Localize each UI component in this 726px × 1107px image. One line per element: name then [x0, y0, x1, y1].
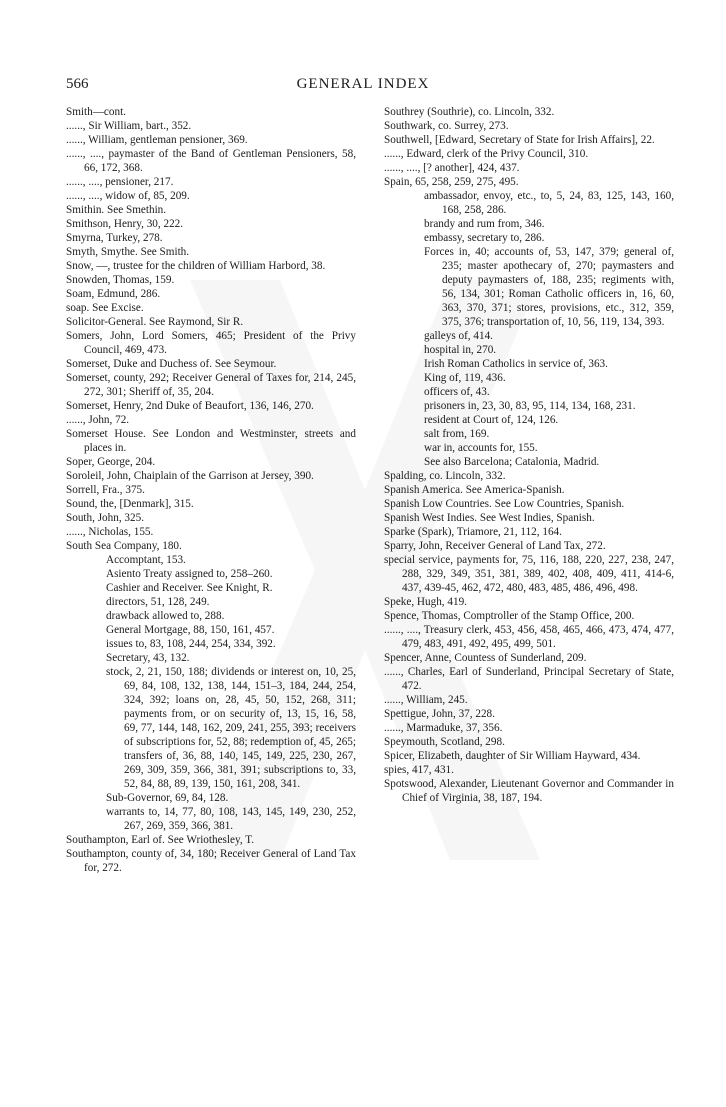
- index-entry: soap. See Excise.: [66, 302, 144, 314]
- index-subentry: hospital in, 270.: [424, 344, 497, 356]
- page-title: GENERAL INDEX: [296, 76, 430, 92]
- index-entry: ......, Marmaduke, 37, 356.: [384, 722, 503, 734]
- index-entry: Somerset, Henry, 2nd Duke of Beaufort, 136, 146, 270.: [66, 400, 314, 412]
- index-entry: Southrey (Southrie), co. Lincoln, 332.: [384, 106, 555, 118]
- index-entry: ......, Sir William, bart., 352.: [66, 120, 192, 132]
- index-entry: Solicitor-General. See Raymond, Sir R.: [66, 316, 244, 328]
- index-entry: Soper, George, 204.: [66, 456, 156, 468]
- index-entry: Spence, Thomas, Comptroller of the Stamp Office, 200.: [384, 610, 635, 622]
- index-entry: special service, payments for, 75, 116, 188, 220, 227, 238, 247, 288, 329, 349, 351, 381, 389, 402, 408, 409, 411, 414-6, 437, 439-45, 462, 472, 480, 483, 485, 486, 496, 498.: [384, 554, 674, 594]
- index-entry: Southampton, county of, 34, 180; Receiver General of Land Tax for, 272.: [66, 848, 356, 874]
- index-entry: Speymouth, Scotland, 298.: [384, 736, 505, 748]
- index-entry: Spanish Low Countries. See Low Countries, Spanish.: [384, 498, 625, 510]
- index-entry: Somers, John, Lord Somers, 465; President of the Privy Council, 469, 473.: [66, 330, 356, 356]
- index-subentry: Secretary, 43, 132.: [106, 652, 190, 664]
- index-subentry: Sub-Governor, 69, 84, 128.: [106, 792, 229, 804]
- index-column-left: [66, 105, 356, 875]
- index-entry: Southwell, [Edward, Secretary of State for Irish Affairs], 22.: [384, 134, 655, 146]
- index-subentry: prisoners in, 23, 30, 83, 95, 114, 134, 168, 231.: [424, 400, 636, 412]
- index-entry: Snow, —, trustee for the children of William Harbord, 38.: [66, 260, 326, 272]
- index-entry: Sorrell, Fra., 375.: [66, 484, 145, 496]
- index-subentry: galleys of, 414.: [424, 330, 493, 342]
- index-subentry: General Mortgage, 88, 150, 161, 457.: [106, 624, 275, 636]
- index-subentry: stock, 2, 21, 150, 188; dividends or interest on, 10, 25, 69, 84, 108, 132, 138, 144, 151–3, 184, 244, 254, 324, 392; loans on, 28, 45, 50, 152, 268, 311; payments from, or on security of, 13, 15, 16, 58, 69, 77, 144, 148, 162, 209, 241, 255, 393; receivers of subscriptions for, 52, 88; redemption of, 45, 265; transfers of, 36, 88, 140, 145, 149, 225, 230, 267, 269, 309, 359, 366, 381, 391; subscriptions to, 33, 52, 84, 88, 89, 139, 150, 161, 208, 341.: [106, 666, 356, 790]
- index-entry: Sound, the, [Denmark], 315.: [66, 498, 194, 510]
- index-entry: Southampton, Earl of. See Wriothesley, T.: [66, 834, 255, 846]
- index-subentry: Asiento Treaty assigned to, 258–260.: [106, 568, 273, 580]
- index-subentry: Accomptant, 153.: [106, 554, 186, 566]
- index-column-right: [384, 105, 674, 805]
- index-subentry: brandy and rum from, 346.: [424, 218, 545, 230]
- index-entry: ......, ...., Treasury clerk, 453, 456, 458, 465, 466, 473, 474, 477, 479, 483, 491, 492, 495, 499, 501.: [384, 624, 674, 650]
- index-entry: ......, ...., pensioner, 217.: [66, 176, 174, 188]
- index-entry: Soam, Edmund, 286.: [66, 288, 161, 300]
- index-entry: spies, 417, 431.: [384, 764, 454, 776]
- index-entry: Spalding, co. Lincoln, 332.: [384, 470, 506, 482]
- index-subentry: salt from, 169.: [424, 428, 490, 440]
- index-entry: Spicer, Elizabeth, daughter of Sir William Hayward, 434.: [384, 750, 641, 762]
- index-entry: Southwark, co. Surrey, 273.: [384, 120, 509, 132]
- index-entry: South Sea Company, 180.: [66, 540, 182, 552]
- index-subentry: officers of, 43.: [424, 386, 490, 398]
- index-entry: ......, ...., paymaster of the Band of Gentleman Pensioners, 58, 66, 172, 368.: [66, 148, 356, 174]
- index-subentry: ambassador, envoy, etc., to, 5, 24, 83, 125, 143, 160, 168, 258, 286.: [424, 190, 674, 216]
- index-entry: Somerset, county, 292; Receiver General of Taxes for, 214, 245, 272, 301; Sheriff of, 35, 204.: [66, 372, 356, 398]
- index-entry: Somerset, Duke and Duchess of. See Seymour.: [66, 358, 277, 370]
- index-subentry: Forces in, 40; accounts of, 53, 147, 379; general of, 235; master apothecary of, 270; paymasters and deputy paymasters of, 188, 235; regiments with, 56, 134, 301; Roman Catholic officers in, 16, 60, 363, 370, 371; stores, provisions, etc., 312, 359, 375, 376; transportation of, 10, 56, 119, 134, 393.: [424, 246, 674, 328]
- index-subentry: embassy, secretary to, 286.: [424, 232, 545, 244]
- index-subentry: war in, accounts for, 155.: [424, 442, 538, 454]
- index-entry: Sparry, John, Receiver General of Land Tax, 272.: [384, 540, 606, 552]
- index-subentry: drawback allowed to, 288.: [106, 610, 225, 622]
- index-entry: Spencer, Anne, Countess of Sunderland, 209.: [384, 652, 587, 664]
- index-subentry: directors, 51, 128, 249.: [106, 596, 210, 608]
- index-entry: ......, ...., widow of, 85, 209.: [66, 190, 190, 202]
- index-entry: ......, William, gentleman pensioner, 369.: [66, 134, 248, 146]
- index-entry: Spettigue, John, 37, 228.: [384, 708, 495, 720]
- index-entry: Sparke (Spark), Triamore, 21, 112, 164.: [384, 526, 562, 538]
- index-entry: ......, ...., [? another], 424, 437.: [384, 162, 520, 174]
- index-entry: Smyrna, Turkey, 278.: [66, 232, 163, 244]
- index-entry: ......, John, 72.: [66, 414, 130, 426]
- index-entry: Spanish America. See America-Spanish.: [384, 484, 565, 496]
- page-number: 566: [66, 76, 89, 92]
- index-entry: ......, Edward, clerk of the Privy Council, 310.: [384, 148, 589, 160]
- index-subentry: resident at Court of, 124, 126.: [424, 414, 559, 426]
- index-entry: Soroleil, John, Chaiplain of the Garrison at Jersey, 390.: [66, 470, 314, 482]
- index-entry: Spotswood, Alexander, Lieutenant Governor and Commander in Chief of Virginia, 38, 187, 194.: [384, 778, 674, 804]
- index-entry: ......, Charles, Earl of Sunderland, Principal Secretary of State, 472.: [384, 666, 674, 692]
- index-entry: Spain, 65, 258, 259, 275, 495.: [384, 176, 519, 188]
- index-entry: Smyth, Smythe. See Smith.: [66, 246, 190, 258]
- index-entry: Smithson, Henry, 30, 222.: [66, 218, 184, 230]
- index-entry: South, John, 325.: [66, 512, 145, 524]
- index-subentry: See also Barcelona; Catalonia, Madrid.: [424, 456, 600, 468]
- index-entry: Smithin. See Smethin.: [66, 204, 167, 216]
- index-subentry: issues to, 83, 108, 244, 254, 334, 392.: [106, 638, 276, 650]
- index-entry: Somerset House. See London and Westminster, streets and places in.: [66, 428, 356, 454]
- index-entry: Spanish West Indies. See West Indies, Spanish.: [384, 512, 595, 524]
- index-subentry: warrants to, 14, 77, 80, 108, 143, 145, 149, 230, 252, 267, 269, 359, 366, 381.: [106, 806, 356, 832]
- index-subentry: King of, 119, 436.: [424, 372, 506, 384]
- index-subentry: Cashier and Receiver. See Knight, R.: [106, 582, 273, 594]
- index-subentry: Irish Roman Catholics in service of, 363.: [424, 358, 608, 370]
- index-entry: Snowden, Thomas, 159.: [66, 274, 175, 286]
- index-entry: Smith—cont.: [66, 106, 126, 118]
- index-entry: Speke, Hugh, 419.: [384, 596, 467, 608]
- index-entry: ......, Nicholas, 155.: [66, 526, 154, 538]
- index-entry: ......, William, 245.: [384, 694, 468, 706]
